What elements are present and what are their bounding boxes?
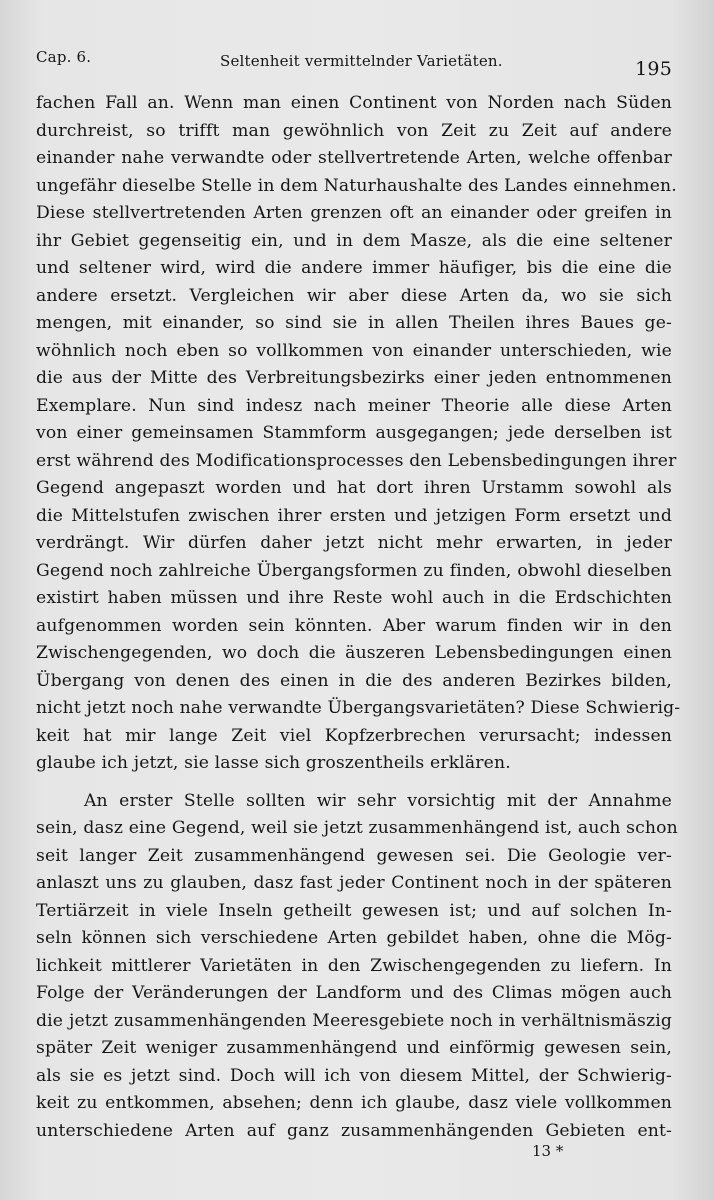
chapter-label: Cap. 6. [36, 48, 92, 66]
text-line: ihr Gebiet gegenseitig ein, und in dem Masze, als die eine seltener [36, 230, 672, 251]
text-line: die aus der Mitte des Verbreitungsbezirks einer jeden entnommenen [36, 368, 672, 388]
text-line: ungefähr dieselbe Stelle in dem Naturhaushalte des Landes einnehmen. [36, 175, 677, 196]
text-line: Folge der Veränderungen der Landform und des Climas mögen auch [36, 983, 672, 1003]
text-line: als sie es jetzt sind. Doch will ich von diesem Mittel, der Schwierig- [36, 1065, 672, 1086]
text-line: Diese stellvertretenden Arten grenzen oft an einander oder greifen in [36, 203, 672, 223]
text-line: Zwischengegenden, wo doch die äuszeren Lebensbedingungen einen [36, 643, 672, 663]
paragraph [36, 90, 681, 778]
text-line: aufgenommen worden sein könnten. Aber warum finden wir in den [36, 615, 672, 636]
text-line: wöhnlich noch eben so vollkommen von einander unterschieden, wie [36, 340, 672, 361]
text-line: andere ersetzt. Vergleichen wir aber diese Arten da, wo sie sich [36, 285, 672, 306]
paragraph-gap [36, 778, 672, 788]
text-line: An erster Stelle sollten wir sehr vorsichtig mit der Annahme [84, 790, 672, 811]
text-line: unterschiedene Arten auf ganz zusammenhängenden Gebieten ent- [36, 1120, 672, 1141]
text-line: Exemplare. Nun sind indesz nach meiner Theorie alle diese Arten [36, 395, 672, 416]
text-line: mengen, mit einander, so sind sie in allen Theilen ihres Baues ge- [36, 313, 672, 333]
text-line: durchreist, so trifft man gewöhnlich von Zeit zu Zeit auf andere [36, 120, 672, 141]
text-line: existirt haben müssen und ihre Reste wohl auch in die Erdschichten [36, 588, 672, 608]
text-line: lichkeit mittlerer Varietäten in den Zwischengegenden zu liefern. In [36, 955, 672, 976]
text-line: von einer gemeinsamen Stammform ausgegangen; jede derselben ist [36, 423, 672, 443]
text-line: Gegend angepaszt worden und hat dort ihren Urstamm sowohl als [36, 478, 672, 498]
text-line: die jetzt zusammenhängenden Meeresgebiete noch in verhältnismäszig [36, 1010, 672, 1031]
text-line: die Mittelstufen zwischen ihrer ersten und jetzigen Form ersetzt und [36, 505, 672, 526]
text-line: nicht jetzt noch nahe verwandte Übergangsvarietäten? Diese Schwierig- [36, 698, 681, 718]
page-number: 195 [635, 58, 672, 80]
text-line: seit langer Zeit zusammenhängend gewesen sei. Die Geologie ver- [36, 845, 672, 866]
text-line: fachen Fall an. Wenn man einen Continent von Norden nach Süden [36, 93, 672, 113]
text-line: keit hat mir lange Zeit viel Kopfzerbrechen verursacht; indessen [36, 725, 672, 746]
text-line: glaube ich jetzt, sie lasse sich groszentheils erklären. [36, 753, 511, 773]
paragraph [36, 788, 678, 1146]
text-line: Gegend noch zahlreiche Übergangsformen zu finden, obwohl dieselben [36, 560, 672, 581]
signature-mark: 13 * [532, 1142, 564, 1160]
text-line: keit zu entkommen, absehen; denn ich glaube, dasz viele vollkommen [36, 1093, 672, 1113]
text-line: Übergang von denen des einen in die des anderen Bezirkes bilden, [36, 670, 672, 691]
running-head [36, 48, 672, 78]
text-line: sein, dasz eine Gegend, weil sie jetzt zusammenhängend ist, auch schon [36, 818, 678, 838]
text-line: seln können sich verschiedene Arten gebildet haben, ohne die Mög- [36, 928, 672, 948]
text-line: erst während des Modificationsprocesses den Lebensbedingungen ihrer [36, 450, 677, 471]
text-line: anlaszt uns zu glauben, dasz fast jeder Continent noch in der späteren [36, 873, 672, 893]
text-line: Tertiärzeit in viele Inseln getheilt gewesen ist; und auf solchen In- [36, 900, 672, 921]
text-line: später Zeit weniger zusammenhängend und einförmig gewesen sein, [36, 1038, 672, 1058]
body-text [36, 90, 681, 1145]
text-line: verdrängt. Wir dürfen daher jetzt nicht mehr erwarten, in jeder [36, 533, 672, 553]
running-title: Seltenheit vermittelnder Varietäten. [220, 52, 503, 70]
text-line: und seltener wird, wird die andere immer häufiger, bis die eine die [36, 258, 672, 278]
text-line: einander nahe verwandte oder stellvertretende Arten, welche offenbar [36, 148, 672, 168]
